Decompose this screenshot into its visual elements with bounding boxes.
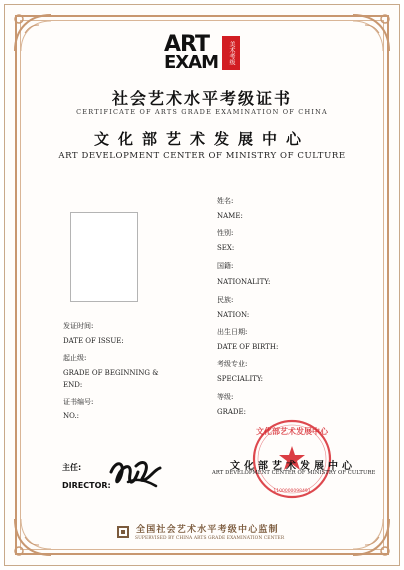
logo-top-text: ART — [164, 32, 209, 57]
seal-number: 1100000098491 — [273, 489, 311, 494]
logo-badge: 美术考级 — [222, 36, 240, 70]
supervision-text-cn: 全国社会艺术水平考级中心监制 — [136, 525, 279, 535]
birth-date-label-cn: 出生日期: — [217, 328, 248, 336]
director-label-cn: 主任: — [62, 463, 82, 472]
nation-label-en: NATION: — [217, 311, 250, 319]
director-signature — [106, 452, 166, 492]
nationality-label-en: NATIONALITY: — [217, 278, 271, 286]
speciality-label-cn: 考级专业: — [217, 360, 248, 368]
grade-label-en: GRADE: — [217, 408, 246, 416]
nation-label-cn: 民族: — [217, 296, 234, 304]
birth-date-label-en: DATE OF BIRTH: — [217, 343, 279, 351]
sex-label-en: SEX: — [217, 244, 235, 252]
speciality-label-en: SPECIALITY: — [217, 375, 263, 383]
issue-date-label-cn: 发证时间: — [63, 322, 94, 330]
name-label-cn: 姓名: — [217, 197, 234, 205]
corner-ornament-icon — [347, 9, 395, 57]
grade-range-label-en: GRADE OF BEGINNING & — [63, 369, 159, 377]
photo-placeholder — [70, 212, 138, 302]
art-exam-logo — [164, 34, 244, 74]
issuer-name-cn: 文化部艺术发展中心 — [230, 461, 356, 472]
issue-date-label-en: DATE OF ISSUE: — [63, 337, 124, 345]
supervision-emblem-icon — [116, 524, 130, 540]
director-label-en: DIRECTOR: — [62, 481, 111, 490]
certificate-number-label-en: NO.: — [63, 412, 80, 420]
sex-label-cn: 性别: — [217, 229, 234, 237]
corner-ornament-icon — [9, 513, 57, 561]
grade-label-cn: 等级: — [217, 393, 234, 401]
issuer-name-en: ART DEVELOPMENT CENTER OF MINISTRY OF CULTURE — [212, 470, 376, 476]
certificate-title-cn: 社会艺术水平考级证书 — [111, 89, 292, 108]
grade-range-label-en-2: END: — [63, 381, 83, 389]
logo-bottom-text: EXAM — [164, 52, 219, 73]
issuing-org-cn: 文化部艺术发展中心 — [93, 130, 310, 148]
certificate-title-en: CERTIFICATE OF ARTS GRADE EXAMINATION OF CHINA — [76, 108, 328, 116]
certificate-number-label-cn: 证书编号: — [63, 398, 94, 406]
corner-ornament-icon — [347, 513, 395, 561]
seal-text: 文化部艺术发展中心 — [256, 426, 328, 436]
supervision-text-en: SUPERVISED BY CHINA ARTS GRADE EXAMINATION CENTER — [135, 536, 285, 541]
nationality-label-cn: 国籍: — [217, 262, 234, 270]
corner-ornament-icon — [9, 9, 57, 57]
grade-range-label-cn: 起止级: — [63, 354, 87, 362]
name-label-en: NAME: — [217, 212, 243, 220]
issuing-org-en: ART DEVELOPMENT CENTER OF MINISTRY OF CULTURE — [58, 151, 346, 161]
